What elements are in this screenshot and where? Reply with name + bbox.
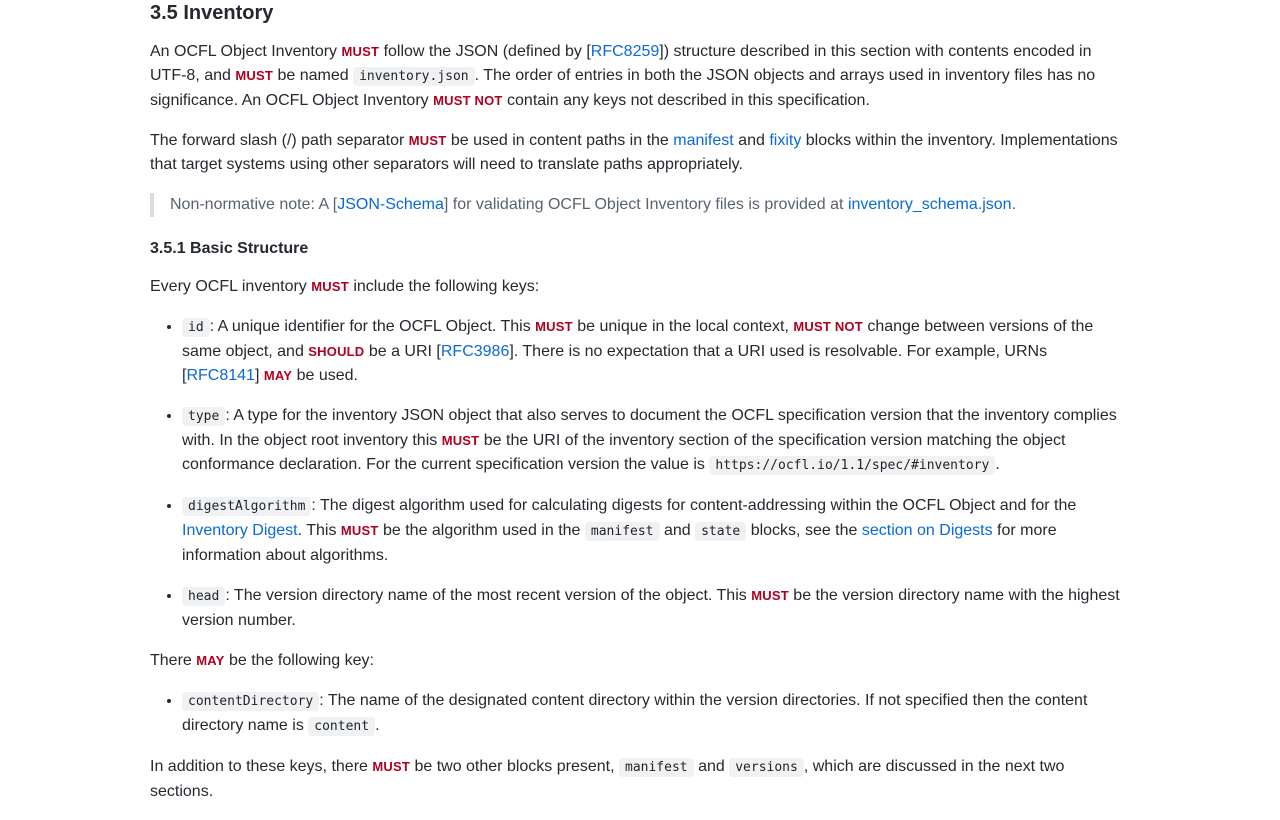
rfc3986-link[interactable]: RFC3986 <box>440 343 510 360</box>
rfc-keyword: MUST <box>341 44 380 59</box>
text: ]) structure described in this section with contents encoded in UTF-8, and <box>150 43 1092 84</box>
rfc8141-link[interactable]: RFC8141 <box>186 367 255 384</box>
text: : The version directory name of the most recent version of the object. This <box>225 587 752 604</box>
inventory-digest-link[interactable]: Inventory Digest <box>182 522 298 539</box>
text: contain any keys not described in this specification. <box>502 92 870 109</box>
inline-code: state <box>695 522 746 541</box>
text: Every OCFL inventory <box>150 278 312 295</box>
text: be the URI of the inventory section of the specification version matching the object conformance declaration. For the current specification version the value is <box>182 432 1066 473</box>
text: blocks, see the <box>746 522 862 539</box>
fixity-link[interactable]: fixity <box>769 132 802 149</box>
text: . The order of entries in both the JSON objects and arrays used in inventory files has no significance. An OCFL Object Inventory <box>150 67 1096 109</box>
inline-code: digestAlgorithm <box>182 497 311 516</box>
subsection-heading-basic-structure: 3.5.1 Basic Structure <box>150 240 309 257</box>
text: be used. <box>292 367 358 384</box>
inline-code: id <box>182 318 210 337</box>
text: . <box>995 456 1000 473</box>
rfc-keyword: MAY <box>263 368 293 383</box>
text: ] <box>254 367 264 384</box>
manifest-link[interactable]: manifest <box>673 132 734 149</box>
text: be named <box>273 67 354 84</box>
rfc-keyword: MUST <box>311 279 349 294</box>
inventory-schema-link[interactable]: inventory_schema.json <box>847 196 1012 213</box>
text: . This <box>297 522 341 539</box>
required-keys-intro <box>150 275 1125 299</box>
rfc-keyword: MUST NOT <box>433 93 503 108</box>
list-item-id <box>182 315 1125 388</box>
rfc8259-link[interactable]: RFC8259 <box>590 43 660 60</box>
text: follow the JSON (defined by [ <box>379 43 591 60</box>
text: ]. There is no expectation that a URI used is resolvable. For example, URNs [ <box>182 343 1048 384</box>
text: ] for validating OCFL Object Inventory files is provided at <box>443 196 848 213</box>
text: change between versions of the same object, and <box>182 318 1094 360</box>
inline-code: type <box>182 407 225 426</box>
rfc-keyword: MUST <box>535 319 573 334</box>
text: : A type for the inventory JSON object that also serves to document the OCFL specification version that the inventory complies with. In the object root inventory this <box>182 407 1117 449</box>
inline-code: https://ocfl.io/1.1/spec/#inventory <box>709 456 995 475</box>
non-normative-note <box>150 193 1125 217</box>
text: An OCFL Object Inventory <box>150 43 342 60</box>
optional-keys-intro <box>150 649 1125 673</box>
text: blocks within the inventory. Implementations that target systems using other separators will need to translate paths appropriately. <box>150 132 1118 173</box>
rfc-keyword: MUST <box>235 68 273 83</box>
inline-code: contentDirectory <box>182 692 319 711</box>
text: and <box>693 758 730 775</box>
rfc-keyword: MUST <box>441 433 480 448</box>
list-item-type <box>182 404 1125 478</box>
section-heading-inventory: 3.5 Inventory <box>150 2 274 24</box>
text: : A unique identifier for the OCFL Object. This <box>209 318 536 335</box>
json-schema-link[interactable]: JSON-Schema <box>337 196 444 213</box>
rfc-keyword: MUST <box>751 588 789 603</box>
text: The forward slash (/) path separator <box>150 132 409 149</box>
text: be unique in the local context, <box>572 318 794 335</box>
text: . <box>1011 196 1017 213</box>
inline-code: content <box>308 717 375 736</box>
list-item-content-directory <box>182 689 1125 739</box>
text: , which are discussed in the next two sections. <box>150 758 1065 800</box>
rfc-keyword: MUST NOT <box>793 319 863 334</box>
section-on-digests-link[interactable]: section on Digests <box>861 522 993 539</box>
text: : The name of the designated content directory within the version directories. If not specified then the content directory name is <box>182 692 1088 734</box>
optional-keys-list <box>150 689 1125 739</box>
inline-code: inventory.json <box>353 67 475 86</box>
text: be two other blocks present, <box>410 758 619 775</box>
text: There <box>150 652 197 669</box>
text: be the following key: <box>224 652 374 669</box>
text: be the algorithm used in the <box>378 522 585 539</box>
text: . <box>375 717 380 734</box>
text: be used in content paths in the <box>446 132 674 149</box>
inventory-intro-paragraph <box>150 40 1125 113</box>
required-keys-list <box>150 315 1125 633</box>
rfc-keyword: MUST <box>340 523 379 538</box>
text: be the version directory name with the highest version number. <box>182 587 1120 629</box>
rfc-keyword: MUST <box>372 759 410 774</box>
text: In addition to these keys, there <box>150 758 373 775</box>
path-separator-paragraph <box>150 129 1125 177</box>
inline-code: head <box>182 587 225 606</box>
text: include the following keys: <box>348 278 540 295</box>
inline-code: manifest <box>585 522 660 541</box>
rfc-keyword: MAY <box>196 653 225 668</box>
text: : The digest algorithm used for calculating digests for content-addressing within the OCFL Object and for the <box>311 497 1077 514</box>
additional-blocks-paragraph <box>150 755 1125 804</box>
text: and <box>733 132 770 149</box>
list-item-head <box>182 584 1125 633</box>
text: Non-normative note: A [ <box>170 196 338 213</box>
rfc-keyword: MUST <box>408 133 447 148</box>
inline-code: manifest <box>619 758 694 777</box>
text: for more information about algorithms. <box>182 522 1057 564</box>
text: and <box>659 522 696 539</box>
text: be a URI [ <box>364 343 441 360</box>
rfc-keyword: SHOULD <box>308 344 365 359</box>
list-item-digest-algorithm <box>182 494 1125 568</box>
spec-content <box>150 0 1125 820</box>
inline-code: versions <box>729 758 804 777</box>
